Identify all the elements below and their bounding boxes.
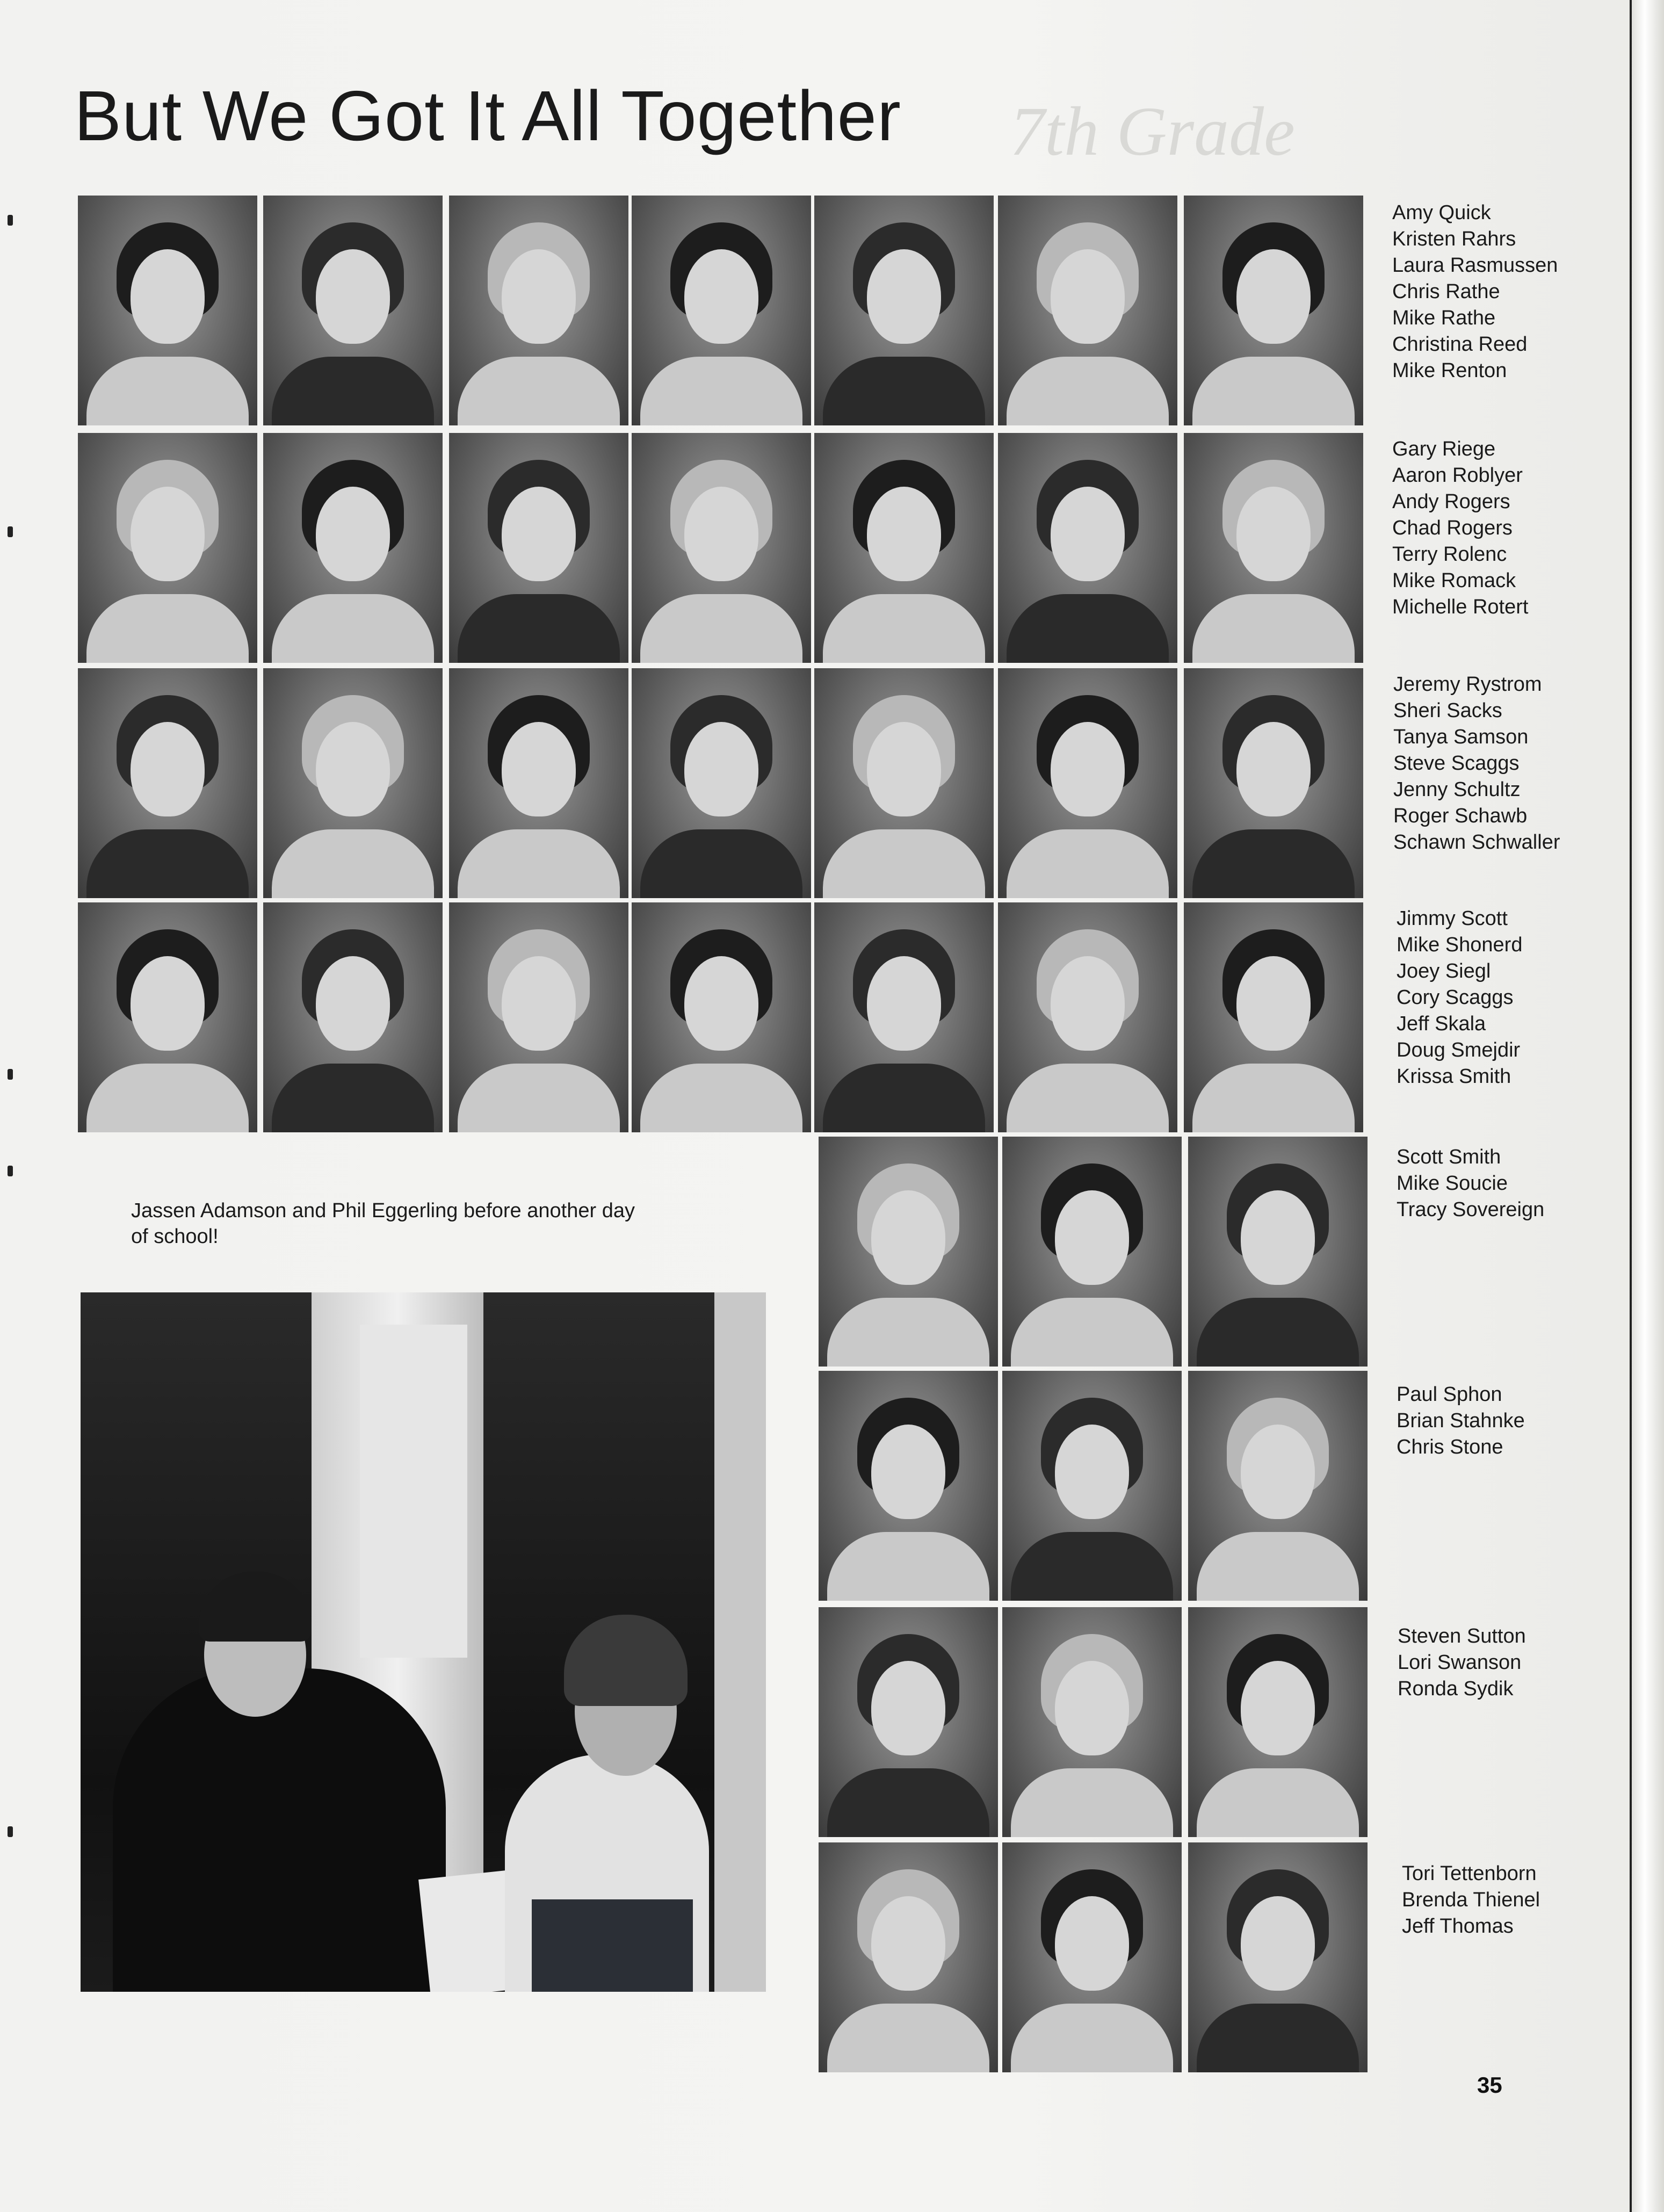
- student-name: Gary Riege: [1392, 438, 1496, 460]
- name-list-row-6: [1397, 1382, 1525, 1461]
- student-name: Chad Rogers: [1392, 517, 1513, 539]
- student-portrait: [1002, 1607, 1182, 1837]
- portrait-face: [1051, 249, 1125, 344]
- student-portrait: [998, 902, 1177, 1132]
- portrait-body: [823, 357, 985, 425]
- student-name: Paul Sphon: [1397, 1383, 1502, 1406]
- student-name: Chris Stone: [1397, 1436, 1503, 1458]
- portrait-body: [823, 1064, 985, 1132]
- portrait-body: [86, 594, 249, 663]
- student-name: Ronda Sydik: [1398, 1678, 1514, 1700]
- student-name: Lori Swanson: [1398, 1651, 1522, 1674]
- name-list-row-4: [1397, 906, 1522, 1090]
- student-portrait: [1184, 196, 1363, 425]
- student-portrait: [263, 902, 443, 1132]
- portrait-body: [458, 1064, 620, 1132]
- portrait-body: [823, 829, 985, 898]
- binding-mark: [8, 215, 13, 226]
- student-name: Michelle Rotert: [1392, 596, 1529, 618]
- student-name: Cory Scaggs: [1397, 986, 1514, 1009]
- student-name: Mike Soucie: [1397, 1172, 1508, 1195]
- portrait-face: [502, 956, 576, 1051]
- student-portrait: [1184, 902, 1363, 1132]
- portrait-body: [1007, 829, 1169, 898]
- student-portrait: [263, 668, 443, 898]
- student-name: Roger Schawb: [1393, 805, 1528, 827]
- student-name: Jeff Thomas: [1402, 1915, 1514, 1938]
- student-portrait: [449, 196, 628, 425]
- portrait-face: [867, 722, 941, 816]
- student-name: Tracy Sovereign: [1397, 1198, 1545, 1221]
- portrait-body: [827, 1768, 989, 1837]
- portrait-body: [458, 594, 620, 663]
- student-name: Jeff Skala: [1397, 1013, 1486, 1035]
- student-name: Steve Scaggs: [1393, 752, 1520, 775]
- portrait-body: [823, 594, 985, 663]
- page-spine-edge: [1630, 0, 1664, 2212]
- portrait-face: [1051, 722, 1125, 816]
- portrait-face: [1051, 956, 1125, 1051]
- jeans: [532, 1899, 693, 1992]
- portrait-body: [640, 829, 802, 898]
- student-portrait: [814, 902, 994, 1132]
- portrait-face: [316, 249, 390, 344]
- bleed-through-title: 7th Grade: [1010, 93, 1295, 170]
- student-name: Andy Rogers: [1392, 490, 1510, 513]
- student-portrait: [632, 902, 811, 1132]
- student-portrait: [632, 433, 811, 663]
- student-portrait: [449, 902, 628, 1132]
- portrait-body: [458, 357, 620, 425]
- portrait-face: [502, 487, 576, 581]
- portrait-face: [871, 1190, 945, 1285]
- portrait-body: [1011, 1298, 1173, 1367]
- portrait-face: [1055, 1425, 1129, 1519]
- binding-mark: [8, 1826, 13, 1837]
- student-portrait: [819, 1137, 998, 1367]
- portrait-body: [640, 357, 802, 425]
- portrait-body: [1192, 594, 1355, 663]
- student-portrait: [1188, 1842, 1368, 2072]
- portrait-face: [867, 249, 941, 344]
- portrait-face: [684, 722, 758, 816]
- student-portrait: [78, 668, 257, 898]
- portrait-body: [86, 357, 249, 425]
- binding-mark: [8, 1069, 13, 1080]
- student-portrait: [819, 1842, 998, 2072]
- student-portrait: [1188, 1137, 1368, 1367]
- student-name: Christina Reed: [1392, 333, 1528, 356]
- student-name: Krissa Smith: [1397, 1065, 1511, 1088]
- binding-mark: [8, 526, 13, 537]
- photo-caption: Jassen Adamson and Phil Eggerling before another day of school!: [131, 1199, 635, 1248]
- student-portrait: [632, 196, 811, 425]
- door-window: [360, 1325, 467, 1658]
- student-portrait: [819, 1607, 998, 1837]
- portrait-body: [272, 594, 434, 663]
- student-portrait: [1002, 1371, 1182, 1601]
- portrait-body: [640, 1064, 802, 1132]
- portrait-body: [1192, 1064, 1355, 1132]
- portrait-face: [1055, 1896, 1129, 1991]
- student-name: Jenny Schultz: [1393, 778, 1521, 801]
- portrait-face: [1236, 956, 1311, 1051]
- student-name: Mike Renton: [1392, 359, 1507, 382]
- portrait-face: [1241, 1190, 1315, 1285]
- student-portrait: [78, 902, 257, 1132]
- door-frame: [714, 1292, 766, 1992]
- student-name: Brian Stahnke: [1397, 1409, 1525, 1432]
- student-portrait: [819, 1371, 998, 1601]
- portrait-face: [867, 487, 941, 581]
- student-name: Schawn Schwaller: [1393, 831, 1560, 854]
- student-portrait: [1002, 1137, 1182, 1367]
- student-portrait: [1002, 1842, 1182, 2072]
- student-name: Doug Smejdir: [1397, 1039, 1521, 1061]
- portrait-body: [827, 2004, 989, 2072]
- portrait-face: [131, 722, 205, 816]
- student-name: Kristen Rahrs: [1392, 228, 1516, 250]
- portrait-body: [1007, 357, 1169, 425]
- portrait-face: [1051, 487, 1125, 581]
- student-portrait: [998, 668, 1177, 898]
- student-portrait: [632, 668, 811, 898]
- portrait-face: [867, 956, 941, 1051]
- portrait-body: [1192, 357, 1355, 425]
- student-portrait: [263, 433, 443, 663]
- portrait-face: [1241, 1896, 1315, 1991]
- student-portrait: [263, 196, 443, 425]
- portrait-face: [316, 722, 390, 816]
- name-list-row-5: [1397, 1144, 1544, 1223]
- portrait-body: [640, 594, 802, 663]
- student-name: Brenda Thienel: [1402, 1889, 1540, 1911]
- portrait-face: [1241, 1425, 1315, 1519]
- portrait-body: [1011, 1768, 1173, 1837]
- student-name: Scott Smith: [1397, 1146, 1501, 1168]
- portrait-body: [1197, 1768, 1359, 1837]
- student-portrait: [449, 433, 628, 663]
- student-hair: [564, 1615, 688, 1706]
- name-list-row-7: [1398, 1623, 1526, 1702]
- student-name: Laura Rasmussen: [1392, 254, 1558, 277]
- portrait-body: [1192, 829, 1355, 898]
- portrait-body: [827, 1298, 989, 1367]
- portrait-face: [684, 956, 758, 1051]
- student-portrait: [1188, 1371, 1368, 1601]
- name-list-row-8: [1402, 1861, 1540, 1940]
- portrait-face: [1236, 249, 1311, 344]
- portrait-body: [272, 829, 434, 898]
- name-list-row-3: [1393, 671, 1560, 856]
- portrait-body: [827, 1532, 989, 1601]
- student-portrait: [1184, 433, 1363, 663]
- portrait-body: [86, 829, 249, 898]
- candid-photo: [81, 1292, 766, 1992]
- name-list-row-1: [1392, 200, 1558, 384]
- portrait-body: [272, 1064, 434, 1132]
- student-name: Jimmy Scott: [1397, 907, 1508, 930]
- student-name: Mike Romack: [1392, 569, 1516, 592]
- student-in-jacket: [113, 1668, 446, 1992]
- portrait-face: [316, 487, 390, 581]
- binding-mark: [8, 1166, 13, 1176]
- student-name: Terry Rolenc: [1392, 543, 1507, 566]
- student-portrait: [998, 196, 1177, 425]
- portrait-body: [1197, 1298, 1359, 1367]
- portrait-body: [1197, 1532, 1359, 1601]
- student-name: Amy Quick: [1392, 201, 1491, 224]
- student-portrait: [814, 433, 994, 663]
- portrait-face: [871, 1661, 945, 1755]
- portrait-face: [1055, 1190, 1129, 1285]
- student-portrait: [1188, 1607, 1368, 1837]
- portrait-face: [502, 249, 576, 344]
- student-name: Mike Rathe: [1392, 307, 1496, 329]
- portrait-face: [1241, 1661, 1315, 1755]
- portrait-body: [86, 1064, 249, 1132]
- portrait-body: [1011, 2004, 1173, 2072]
- portrait-face: [871, 1896, 945, 1991]
- student-name: Joey Siegl: [1397, 960, 1491, 982]
- portrait-face: [131, 487, 205, 581]
- page-title: But We Got It All Together: [74, 76, 901, 155]
- student-portrait: [814, 668, 994, 898]
- portrait-face: [502, 722, 576, 816]
- student-portrait: [449, 668, 628, 898]
- portrait-face: [1236, 487, 1311, 581]
- portrait-face: [131, 249, 205, 344]
- student-portrait: [78, 196, 257, 425]
- portrait-face: [1236, 722, 1311, 816]
- student-name: Tori Tettenborn: [1402, 1862, 1537, 1885]
- student-portrait: [78, 433, 257, 663]
- student-portrait: [1184, 668, 1363, 898]
- student-name: Aaron Roblyer: [1392, 464, 1523, 487]
- student-name: Chris Rathe: [1392, 280, 1500, 303]
- student-name: Sheri Sacks: [1393, 699, 1502, 722]
- portrait-face: [684, 249, 758, 344]
- portrait-body: [272, 357, 434, 425]
- portrait-body: [1007, 1064, 1169, 1132]
- portrait-face: [871, 1425, 945, 1519]
- portrait-body: [1011, 1532, 1173, 1601]
- student-portrait: [814, 196, 994, 425]
- portrait-body: [1197, 2004, 1359, 2072]
- student-name: Jeremy Rystrom: [1393, 673, 1542, 696]
- portrait-body: [1007, 594, 1169, 663]
- portrait-face: [131, 956, 205, 1051]
- page-number: 35: [1477, 2072, 1502, 2098]
- student-portrait: [998, 433, 1177, 663]
- portrait-face: [684, 487, 758, 581]
- student-name: Mike Shonerd: [1397, 934, 1523, 956]
- student-name: Steven Sutton: [1398, 1625, 1526, 1647]
- student-hair: [199, 1572, 312, 1642]
- student-name: Tanya Samson: [1393, 726, 1529, 748]
- portrait-face: [316, 956, 390, 1051]
- name-list-row-2: [1392, 436, 1528, 620]
- portrait-face: [1055, 1661, 1129, 1755]
- portrait-body: [458, 829, 620, 898]
